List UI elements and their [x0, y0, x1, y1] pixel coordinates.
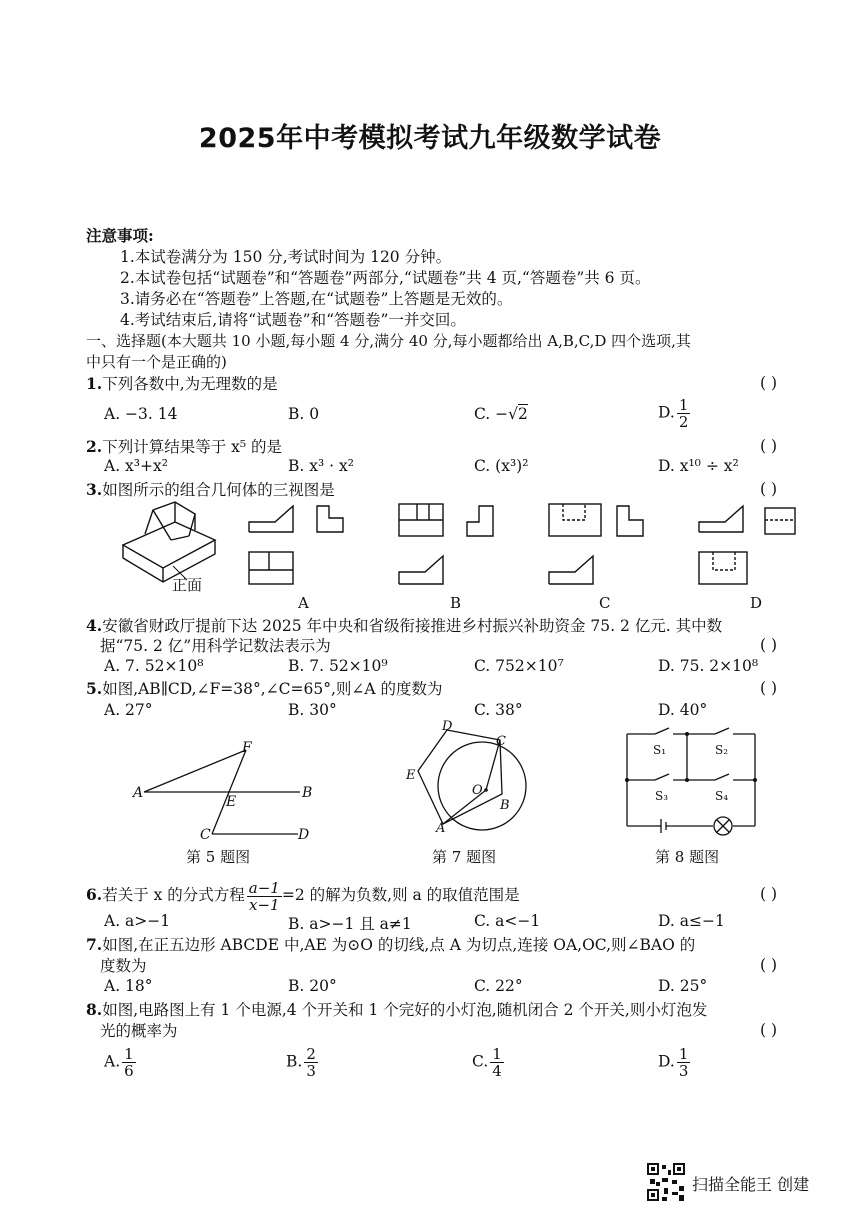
option-a: A. 7. 52×10⁸: [104, 657, 204, 675]
figure-8: [615, 720, 765, 842]
question-text: 如图,电路图上有 1 个电源,4 个开关和 1 个完好的小灯泡,随机闭合 2 个开关,则小灯泡发: [102, 1001, 708, 1019]
fraction: $\frac{2}{3}$: [306, 1045, 316, 1080]
question-text: 下列各数中,为无理数的是: [102, 375, 278, 393]
figure-7: [400, 716, 540, 841]
label-B: B: [302, 785, 313, 801]
notes-heading: 注意事项:: [86, 226, 154, 245]
option-b: B. a>−1 且 a≠1: [288, 915, 412, 933]
question-3: [86, 480, 335, 500]
label-A: A: [133, 785, 144, 801]
question-text: 如图所示的组合几何体的三视图是: [102, 481, 335, 499]
question-6: 6.若关于 x 的分式方程 $\frac{a-1}{x-1}$ =2 的解为负数,则 a 的取值范围是: [86, 878, 520, 914]
figure-5-caption: 第 5 题图: [186, 848, 251, 866]
question-5: [86, 679, 443, 699]
option-d: D. $\frac{1}{3}$: [658, 1045, 689, 1080]
label-S3: S₃: [655, 789, 669, 803]
question-text: 如图,AB∥CD,∠F=38°,∠C=65°,则∠A 的度数为: [102, 680, 443, 698]
fraction: $\frac{1}{4}$: [492, 1045, 502, 1080]
label-S1: S₁: [653, 743, 667, 757]
label-S2: S₂: [715, 743, 729, 757]
option-c: C. −√2: [474, 405, 528, 423]
option-b: B. 20°: [288, 977, 337, 995]
label-b: B: [450, 594, 462, 612]
question-number: 2.: [86, 437, 103, 456]
fraction: $\frac{a-1}{x-1}$: [248, 878, 280, 914]
option-c: C. 38°: [474, 701, 523, 719]
question-text: 若关于 x 的分式方程: [102, 886, 245, 904]
figure-8-caption: 第 8 题图: [655, 848, 720, 866]
question-text: 下列计算结果等于 x⁵ 的是: [102, 438, 282, 456]
option-a: A. a>−1: [104, 912, 171, 930]
notes-item: 1.本试卷满分为 150 分,考试时间为 120 分钟。: [120, 248, 452, 266]
question-1: [86, 374, 278, 394]
option-d: D. 75. 2×10⁸: [658, 657, 759, 675]
fraction: $\frac{1}{2}$: [678, 396, 689, 431]
answer-paren: ( ): [760, 374, 778, 392]
label-E: E: [406, 768, 416, 783]
views-option-a: [245, 500, 355, 595]
question-text: 安徽省财政厅提前下达 2025 年中央和省级衔接推进乡村振兴补助资金 75. 2 亿元. 其中数: [102, 617, 723, 635]
option-c: C. a<−1: [474, 912, 541, 930]
views-option-d: [695, 500, 805, 595]
option-c: C. (x³)²: [474, 457, 529, 475]
label-F: F: [242, 740, 252, 756]
option-d: D. $\frac{1}{2}$: [658, 396, 689, 431]
question-7: [86, 935, 695, 955]
question-2: [86, 437, 282, 457]
front-label: 正面: [172, 576, 203, 594]
section-heading-cont: 中只有一个是正确的): [86, 353, 227, 371]
question-text: 如图,在正五边形 ABCDE 中,AE 为⊙O 的切线,点 A 为切点,连接 OA,OC,则∠BAO 的: [102, 936, 696, 954]
figure-5: [130, 740, 320, 845]
option-a: A. $\frac{1}{6}$: [104, 1045, 134, 1080]
option-b: B. 0: [288, 405, 320, 423]
option-d: D. x¹⁰ ÷ x²: [658, 457, 739, 475]
answer-paren: ( ): [760, 1021, 778, 1039]
label-C: C: [200, 827, 211, 843]
qr-code-icon: [646, 1162, 686, 1202]
notes-item: 3.请务必在“答题卷”上答题,在“试题卷”上答题是无效的。: [120, 290, 513, 308]
option-b: B. $\frac{2}{3}$: [286, 1045, 316, 1080]
question-number: 3.: [86, 480, 103, 499]
question-number: 4.: [86, 616, 103, 635]
option-b: B. x³ · x²: [288, 457, 354, 475]
page-title: 2025年中考模拟考试九年级数学试卷: [198, 123, 662, 154]
option-c: C. 752×10⁷: [474, 657, 564, 675]
question-4: [86, 616, 722, 636]
option-a: A. x³+x²: [104, 457, 168, 475]
watermark-text: 扫描全能王 创建: [692, 1175, 810, 1194]
fraction: $\frac{1}{6}$: [124, 1045, 134, 1080]
label-c: C: [599, 594, 611, 612]
answer-paren: ( ): [760, 437, 778, 455]
option-b: B. 30°: [288, 701, 337, 719]
label-C: C: [496, 734, 506, 749]
views-option-b: [395, 500, 505, 595]
option-d: D. 25°: [658, 977, 708, 995]
question-number: 8.: [86, 1000, 103, 1019]
figure-7-caption: 第 7 题图: [432, 848, 497, 866]
question-number: 7.: [86, 935, 103, 954]
label-A: A: [436, 821, 446, 836]
option-a: A. −3. 14: [104, 405, 178, 423]
label-D: D: [298, 827, 310, 843]
option-d: D. 40°: [658, 701, 708, 719]
label-d: D: [750, 594, 763, 612]
label-S4: S₄: [715, 789, 729, 803]
answer-paren: ( ): [760, 636, 778, 654]
option-d: D. a≤−1: [658, 912, 725, 930]
question-number: 5.: [86, 679, 103, 698]
option-b: B. 7. 52×10⁹: [288, 657, 388, 675]
section-heading: 一、选择题(本大题共 10 小题,每小题 4 分,满分 40 分,每小题都给出 A,B,C,D 四个选项,其: [86, 332, 691, 350]
label-D: D: [442, 719, 453, 734]
question-text-cont: 度数为: [100, 957, 147, 975]
answer-paren: ( ): [760, 885, 778, 903]
answer-paren: ( ): [760, 956, 778, 974]
fraction: $\frac{1}{3}$: [678, 1045, 689, 1080]
question-number: 6.: [86, 885, 103, 904]
label-B: B: [500, 798, 510, 813]
question-text-cont: 据“75. 2 亿”用科学记数法表示为: [100, 637, 331, 655]
question-8: [86, 1000, 707, 1020]
answer-paren: ( ): [760, 480, 778, 498]
notes-item: 2.本试卷包括“试题卷”和“答题卷”两部分,“试题卷”共 4 页,“答题卷”共 6 页。: [120, 269, 651, 287]
label-O: O: [472, 783, 483, 798]
option-c: C. 22°: [474, 977, 523, 995]
answer-paren: ( ): [760, 679, 778, 697]
option-a: A. 18°: [104, 977, 153, 995]
label-E: E: [226, 794, 237, 810]
option-a: A. 27°: [104, 701, 153, 719]
solid-figure: [115, 500, 225, 592]
label-a: A: [298, 594, 309, 612]
views-option-c: [545, 500, 655, 595]
question-text-cont: 光的概率为: [100, 1022, 178, 1040]
notes-item: 4.考试结束后,请将“试题卷”和“答题卷”一并交回。: [120, 311, 466, 329]
question-number: 1.: [86, 374, 103, 393]
option-c: C. $\frac{1}{4}$: [472, 1045, 502, 1080]
